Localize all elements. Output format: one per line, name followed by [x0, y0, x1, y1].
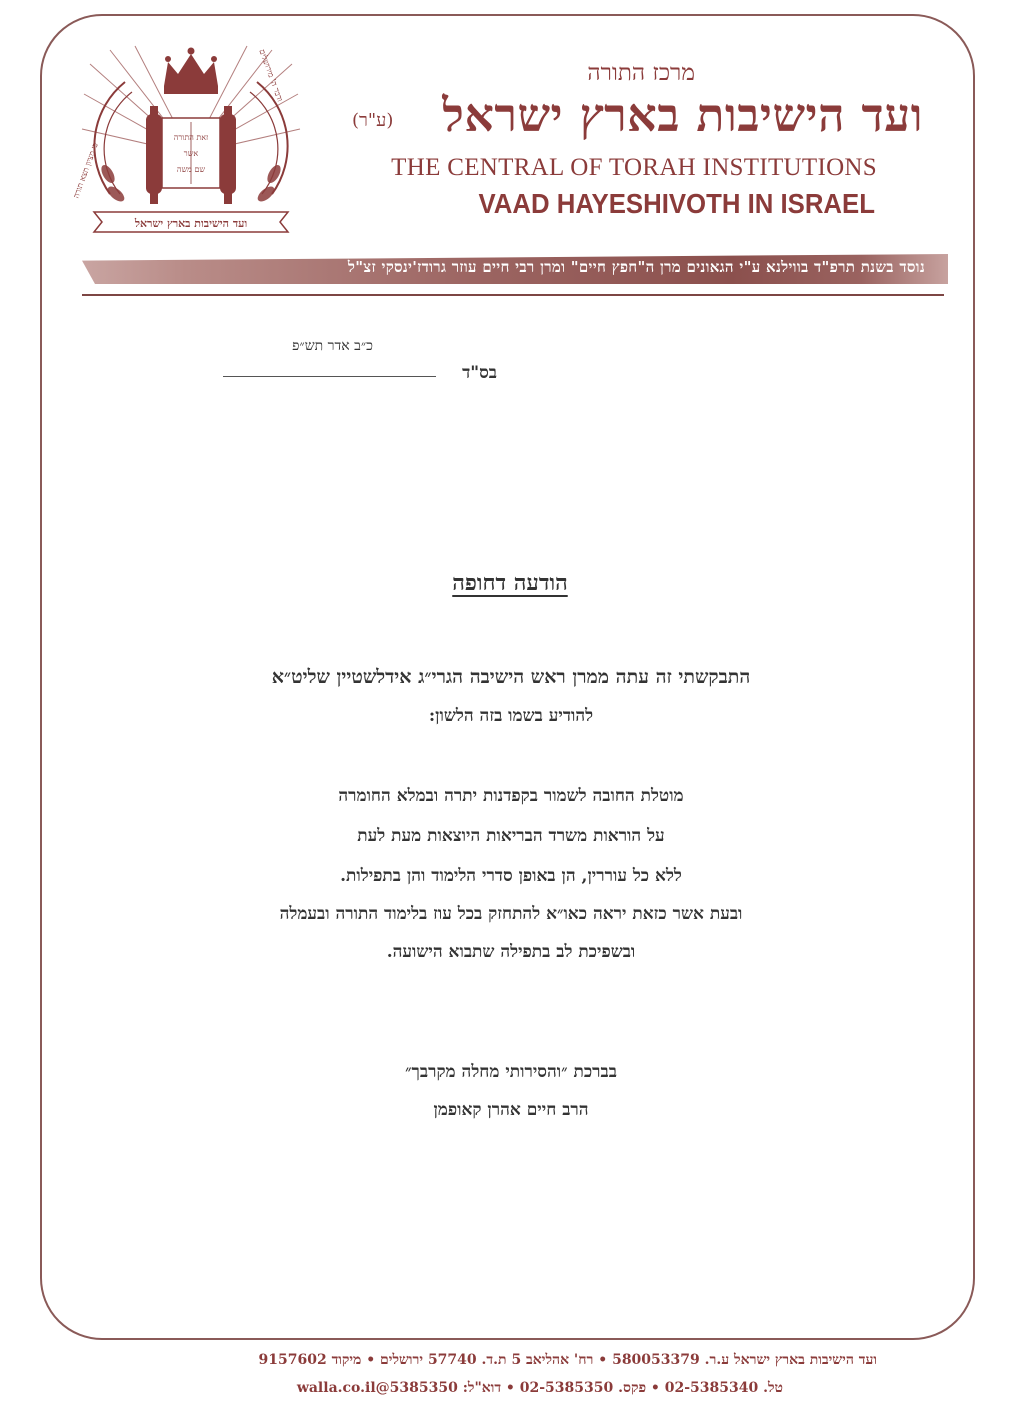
body-line: ללא כל עוררין, הן באופן סדרי הלימוד והן בתפילות.: [340, 866, 682, 886]
emblem-banner-text: ועד הישיבות בארץ ישראל: [134, 217, 248, 230]
notice-title: הודעה דחופה: [452, 570, 568, 596]
emblem-scroll-text-2: אשר: [183, 149, 199, 158]
org-name-english-line2: VAAD HAYESHIVOTH IN ISRAEL: [478, 188, 875, 219]
body-line: מוטלת החובה לשמור בקפדנות יתרה ובמלא החומרה: [338, 786, 684, 806]
emblem-scroll-text-1: זאת התורה: [173, 133, 209, 142]
org-name-english-line1: THE CENTRAL OF TORAH INSTITUTIONS: [391, 154, 877, 181]
header-divider: [82, 294, 944, 296]
body-line: ובעת אשר כזאת יראה כאו״א להתחזק בכל עוז בלימוד התורה ובעמלה: [279, 904, 743, 924]
body-line: על הוראות משרד הבריאות היוצאות מעת לעת: [357, 826, 665, 846]
emblem-ring-text-right: ודבר ה' מירושלים: [257, 48, 285, 103]
closing-blessing: בברכת ״והסירותי מחלה מקרבך״: [405, 1062, 617, 1082]
org-name-hebrew: ועד הישיבות בארץ ישראל: [442, 88, 923, 142]
body-line: ובשפיכת לב בתפילה שתבוא הישועה.: [386, 942, 636, 962]
signature-name: הרב חיים אהרן קאופמן: [433, 1100, 589, 1120]
emblem-ring-text-left: כי מציון תצא תורה: [71, 141, 100, 200]
footer-contact: טל. 02-5385340 • פקס. 02-5385350 • דוא"ל: 5385350@walla.co.il: [296, 1380, 783, 1396]
header-banner-text: נוסד בשנת תרפ"ד בווילנא ע"י הגאונים מרן ה"חפץ חיים" ומרן רבי חיים עוזר גרודז'ינסקי זצ"ל: [347, 258, 925, 276]
organization-emblem: [71, 44, 302, 236]
org-registered-suffix: (ע"ר): [352, 110, 394, 131]
emblem-scroll-text-3: שם משה: [176, 165, 206, 174]
letter-date: כ״ב אדר תש״פ: [292, 338, 373, 354]
bsd-marker: בס"ד: [462, 363, 497, 383]
date-underline: [223, 376, 436, 377]
crown-icon: [164, 48, 218, 95]
org-subtitle: מרכז התורה: [587, 60, 695, 86]
intro-line-2: להודיע בשמו בזה הלשון:: [428, 706, 594, 726]
footer-address: ועד הישיבות בארץ ישראל ע.ר. 580053379 • רח' אהליאב 5 ת.ד. 57740 ירושלים • מיקוד 9157602: [258, 1352, 877, 1368]
intro-line-1: התבקשתי זה עתה ממרן ראש הישיבה הגרי״ג אידלשטיין שליט״א: [271, 666, 751, 688]
